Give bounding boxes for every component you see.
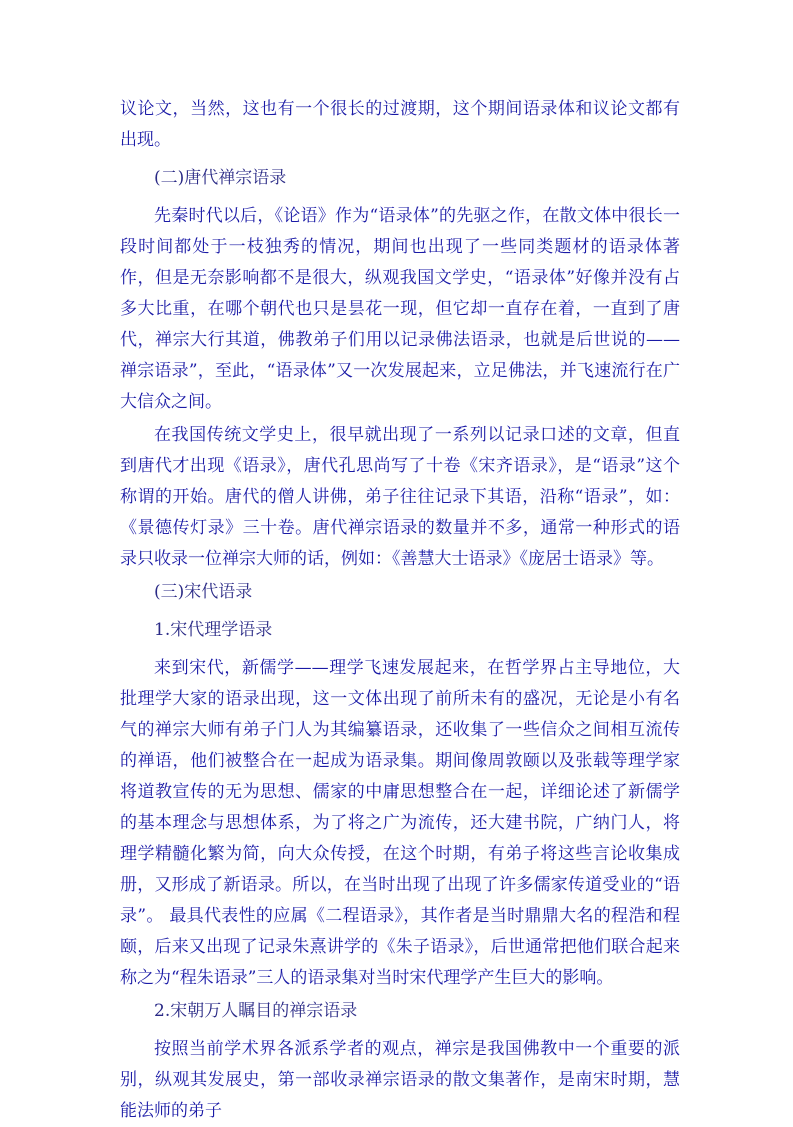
paragraph-song-lixue: 来到宋代，新儒学——理学飞速发展起来，在哲学界占主导地位，大批理学大家的语录出现，这一文体出现了前所未有的盛况，无论是小有名气的禅宗大师有弟子门人为其编纂语录，还收集了一些信众之间相互流传的禅语，他们被整合在一起成为语录集。期间像周敦颐以及张载等理学家将道教宣传的无为思想、儒家的中庸思想整合在一起，详细论述了新儒学的基本理念与思想体系，为了将之广为流传，还大建书院，广纳门人，将理学精髓化繁为简，向大众传授，在这个时期，有弟子将这些言论收集成册，又形成了新语录。所以，在当时出现了出现了许多儒家传道受业的“语录”。 最具代表性的应属《二程语录》，其作者是当时鼎鼎大名的程浩和程颐，后来又出现了记录朱熹讲学的《朱子语录》，后世通常把他们联合起来称之为“程朱语录”三人的语录集对当时宋代理学产生巨大的影响。: [120, 658, 680, 988]
paragraph-tang-yulu: 在我国传统文学史上，很早就出现了一系列以记录口述的文章，但直到唐代才出现《语录》，唐代孔思尚写了十卷《宋齐语录》，是“语录”这个称谓的开始。唐代的僧人讲佛，弟子往往记录下其语，沿称“语录”，如：《景德传灯录》三十卷。唐代禅宗语录的数量并不多，通常一种形式的语录只收录一位禅宗大师的话，例如：《善慧大士语录》《庞居士语录》等。: [120, 425, 680, 569]
subsection-heading-song-chan: 2.宋朝万人瞩目的禅宗语录: [154, 1001, 358, 1021]
paragraph-tang-intro: 先秦时代以后，《论语》作为“语录体”的先驱之作，在散文体中很长一段时间都处于一枝独秀的情况，期间也出现了一些同类题材的语录体著作，但是无奈影响都不是很大，纵观我国文学史，“语录体”好像并没有占多大比重，在哪个朝代也只是昙花一现，但它却一直存在着，一直到了唐代，禅宗大行其道，佛教弟子们用以记录佛法语录，也就是后世说的——禅宗语录”，至此，“语录体”又一次发展起来，立足佛法，并飞速流行在广大信众之间。: [120, 206, 680, 412]
paragraph-continuation: 议论文，当然，这也有一个很长的过渡期，这个期间语录体和议论文都有出现。: [120, 99, 680, 150]
subsection-heading-song-lixue: 1.宋代理学语录: [154, 620, 273, 640]
section-heading-song: (三)宋代语录: [154, 582, 253, 602]
section-heading-tang-chan: (二)唐代禅宗语录: [154, 168, 287, 188]
paragraph-song-chan: 按照当前学术界各派系学者的观点，禅宗是我国佛教中一个重要的派别，纵观其发展史，第一部收录禅宗语录的散文集著作，是南宋时期，慧能法师的弟子: [120, 1039, 680, 1121]
document-body: [120, 94, 680, 1127]
